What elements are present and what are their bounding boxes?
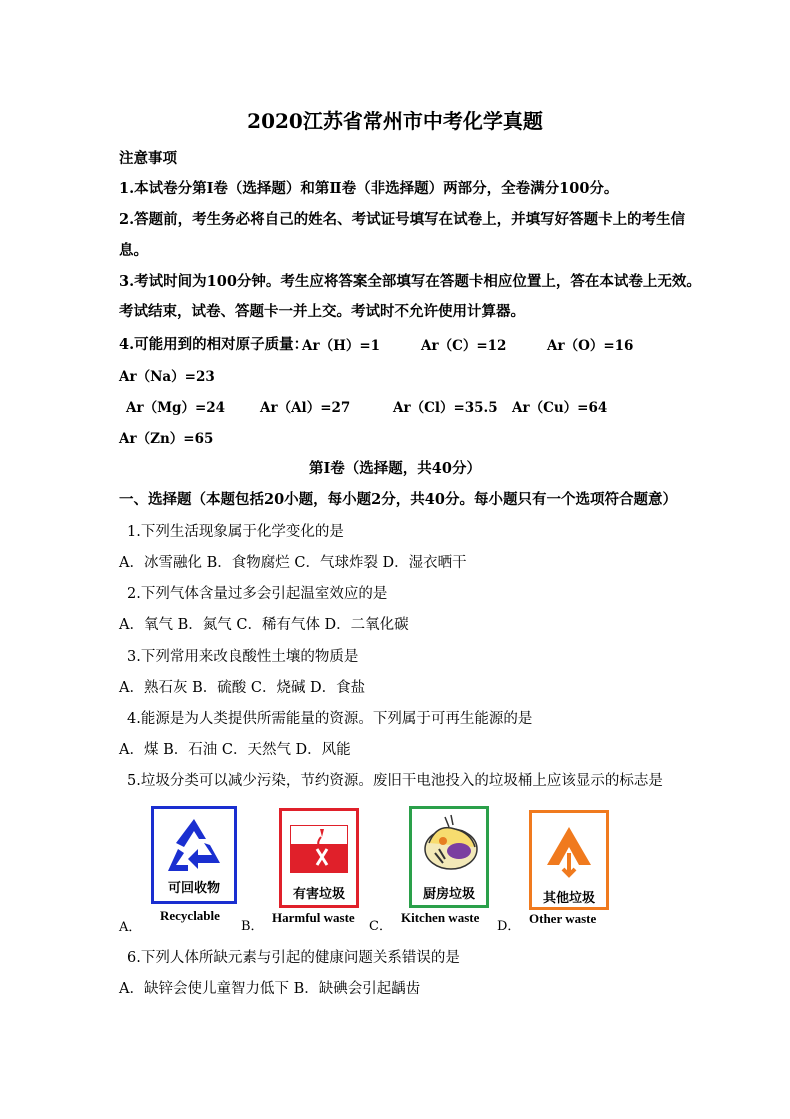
atomic-mass-h: Ar（H）=1 [302, 338, 381, 354]
atomic-mass-zn: Ar（Zn）=65 [119, 431, 214, 447]
sign-c-cn: 厨房垃圾 [422, 887, 475, 902]
part-heading: 一、选择题（本题包括20小题，每小题2分，共40分。每小题只有一个选项符合题意） [119, 491, 677, 508]
other-waste-icon [539, 821, 599, 879]
question-6-stem: 6.下列人体所缺元素与引起的健康问题关系错误的是 [127, 950, 460, 966]
atomic-mass-cu: Ar（Cu）=64 [512, 400, 608, 416]
option-a-label: A． [119, 920, 142, 935]
sign-b-cn: 有害垃圾 [292, 887, 345, 902]
notice-item-4: 4.可能用到的相对原子质量： [119, 336, 309, 353]
notice-heading: 注意事项 [119, 150, 177, 167]
sign-d-cn: 其他垃圾 [542, 891, 595, 906]
recyclable-sign [151, 806, 237, 904]
section-heading: 第Ⅰ卷（选择题，共40分） [309, 460, 481, 477]
harmful-sign [279, 808, 359, 908]
notice-item-2-cont: 息。 [119, 242, 148, 259]
question-2-options: A．氧气 B．氮气 C．稀有气体 D．二氧化碳 [119, 617, 409, 633]
sign-a-cn: 可回收物 [167, 881, 220, 896]
atomic-mass-mg: Ar（Mg）=24 [126, 400, 226, 416]
option-c-label: C． [369, 919, 392, 934]
sign-d-en: Other waste [529, 911, 597, 926]
question-6-options: A．缺锌会使儿童智力低下 B．缺碘会引起龋齿 [119, 981, 421, 997]
question-5-stem: 5.垃圾分类可以减少污染，节约资源。废旧干电池投入的垃圾桶上应该显示的标志是 [127, 773, 663, 789]
option-d-label: D． [497, 919, 521, 934]
atomic-mass-al: Ar（Al）=27 [260, 400, 351, 416]
option-b-label: B． [241, 919, 264, 934]
atomic-mass-cl: Ar（Cl）=35.5 [393, 400, 498, 416]
question-2-stem: 2.下列气体含量过多会引起温室效应的是 [127, 586, 388, 602]
atomic-mass-c: Ar（C）=12 [421, 338, 507, 354]
sign-a-en: Recyclable [160, 908, 220, 923]
sign-c-en: Kitchen waste [401, 910, 480, 925]
notice-item-3-cont: 考试结束，试卷、答题卡一并上交。考试时不允许使用计算器。 [119, 303, 525, 320]
question-3-options: A．熟石灰 B．硫酸 C．烧碱 D．食盐 [119, 680, 366, 696]
notice-item-3: 3.考试时间为100分钟。考生应将答案全部填写在答题卡相应位置上，答在本试卷上无效。 [119, 273, 701, 290]
question-4-stem: 4.能源是为人类提供所需能量的资源。下列属于可再生能源的是 [127, 711, 533, 727]
sign-b-en: Harmful waste [272, 910, 355, 925]
atomic-mass-o: Ar（O）=16 [547, 338, 634, 354]
question-4-options: A．煤 B．石油 C．天然气 D．风能 [119, 742, 351, 758]
food-waste-icon [415, 813, 485, 877]
atomic-mass-na: Ar（Na）=23 [119, 369, 215, 385]
recycle-icon [154, 813, 234, 875]
hazard-icon [290, 825, 348, 873]
other-waste-sign [529, 810, 609, 910]
notice-item-1: 1.本试卷分第Ⅰ卷（选择题）和第Ⅱ卷（非选择题）两部分，全卷满分100分。 [119, 180, 619, 197]
kitchen-sign [409, 806, 489, 908]
notice-item-2: 2.答题前，考生务必将自己的姓名、考试证号填写在试卷上，并填写好答题卡上的考生信 [119, 211, 686, 228]
page-title: 2020江苏省常州市中考化学真题 [247, 109, 543, 133]
question-3-stem: 3.下列常用来改良酸性土壤的物质是 [127, 649, 359, 665]
question-1-stem: 1.下列生活现象属于化学变化的是 [127, 524, 344, 540]
question-1-options: A．冰雪融化 B．食物腐烂 C．气球炸裂 D．湿衣晒干 [119, 555, 467, 571]
